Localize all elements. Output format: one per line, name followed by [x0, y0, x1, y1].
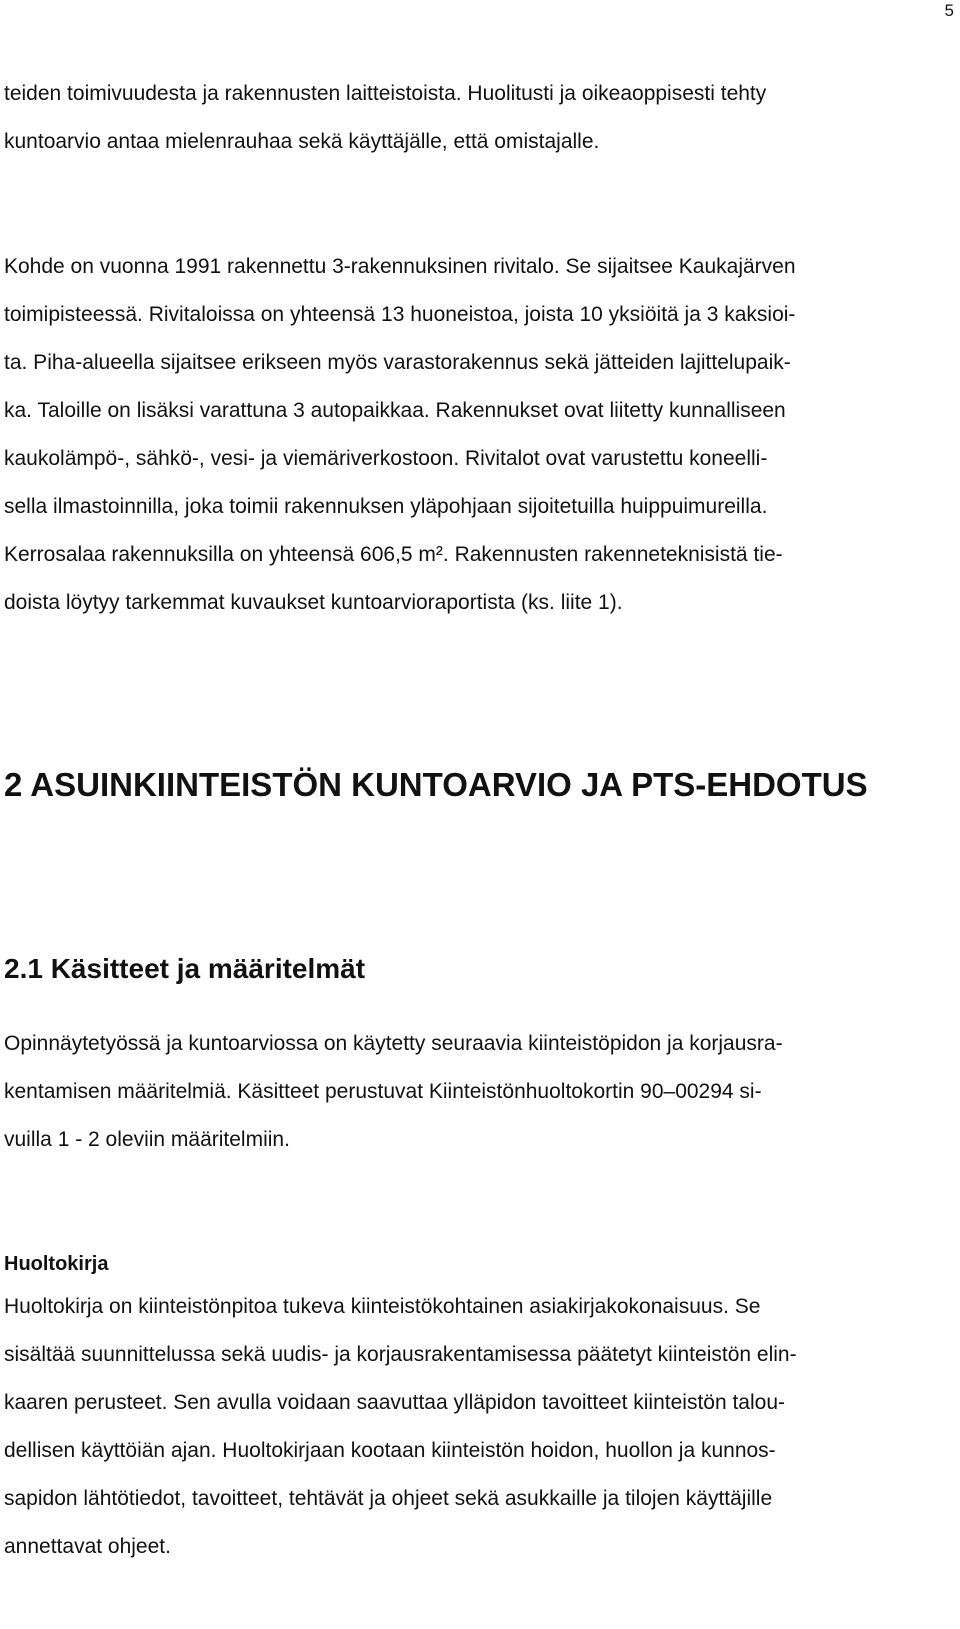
- paragraph-line: Opinnäytetyössä ja kuntoarviossa on käytetty seuraavia kiinteistöpidon ja korjausra-: [4, 1032, 783, 1055]
- term-heading-huoltokirja: Huoltokirja: [4, 1253, 109, 1275]
- page-number: 5: [944, 1, 954, 20]
- paragraph-huoltokirja-definition: [4, 1283, 956, 1571]
- paragraph-line: ka. Taloille on lisäksi varattuna 3 autopaikkaa. Rakennukset ovat liitetty kunnalliseen: [4, 399, 786, 422]
- paragraph-line: teiden toimivuudesta ja rakennusten laitteistoista. Huolitusti ja oikeaoppisesti tehty: [4, 82, 767, 105]
- section-heading: 2.1 Käsitteet ja määritelmät: [4, 953, 366, 984]
- paragraph-line: kuntoarvio antaa mielenrauhaa sekä käyttäjälle, että omistajalle.: [4, 130, 600, 153]
- paragraph-line: sella ilmastoinnilla, joka toimii rakennuksen yläpohjaan sijoitetuilla huippuimureilla.: [4, 495, 768, 518]
- paragraph-line: vuilla 1 - 2 oleviin määritelmiin.: [4, 1128, 290, 1151]
- paragraph-line: sisältää suunnittelussa sekä uudis- ja korjausrakentamisessa päätetyt kiinteistön elin-: [4, 1343, 797, 1366]
- paragraph-line: annettavat ohjeet.: [4, 1535, 171, 1558]
- paragraph-property-description: [4, 243, 956, 627]
- paragraph-definitions-intro: [4, 1020, 956, 1164]
- paragraph-line: Kerrosalaa rakennuksilla on yhteensä 606,5 m². Rakennusten rakenneteknisistä tie-: [4, 543, 783, 566]
- paragraph-line: Kohde on vuonna 1991 rakennettu 3-rakennuksinen rivitalo. Se sijaitsee Kaukajärven: [4, 255, 796, 278]
- paragraph-line: toimipisteessä. Rivitaloissa on yhteensä 13 huoneistoa, joista 10 yksiöitä ja 3 kaksioi-: [4, 303, 796, 326]
- paragraph-line: dellisen käyttöiän ajan. Huoltokirjaan kootaan kiinteistön hoidon, huollon ja kunnos-: [4, 1439, 776, 1462]
- paragraph-intro-continuation: [4, 70, 956, 166]
- paragraph-line: kaaren perusteet. Sen avulla voidaan saavuttaa ylläpidon tavoitteet kiinteistön talou-: [4, 1391, 785, 1414]
- paragraph-line: kentamisen määritelmiä. Käsitteet perustuvat Kiinteistönhuoltokortin 90–00294 si-: [4, 1080, 762, 1103]
- paragraph-line: Huoltokirja on kiinteistönpitoa tukeva kiinteistökohtainen asiakirjakokonaisuus. Se: [4, 1295, 761, 1318]
- paragraph-line: ta. Piha-alueella sijaitsee erikseen myös varastorakennus sekä jätteiden lajittelupaik-: [4, 351, 791, 374]
- paragraph-line: sapidon lähtötiedot, tavoitteet, tehtävät ja ohjeet sekä asukkaille ja tilojen käyttäjille: [4, 1487, 773, 1510]
- paragraph-line: doista löytyy tarkemmat kuvaukset kuntoarvioraportista (ks. liite 1).: [4, 591, 623, 614]
- paragraph-line: kaukolämpö-, sähkö-, vesi- ja viemäriverkostoon. Rivitalot ovat varustettu koneelli-: [4, 447, 768, 470]
- chapter-heading: 2 ASUINKIINTEISTÖN KUNTOARVIO JA PTS-EHDOTUS: [4, 766, 868, 803]
